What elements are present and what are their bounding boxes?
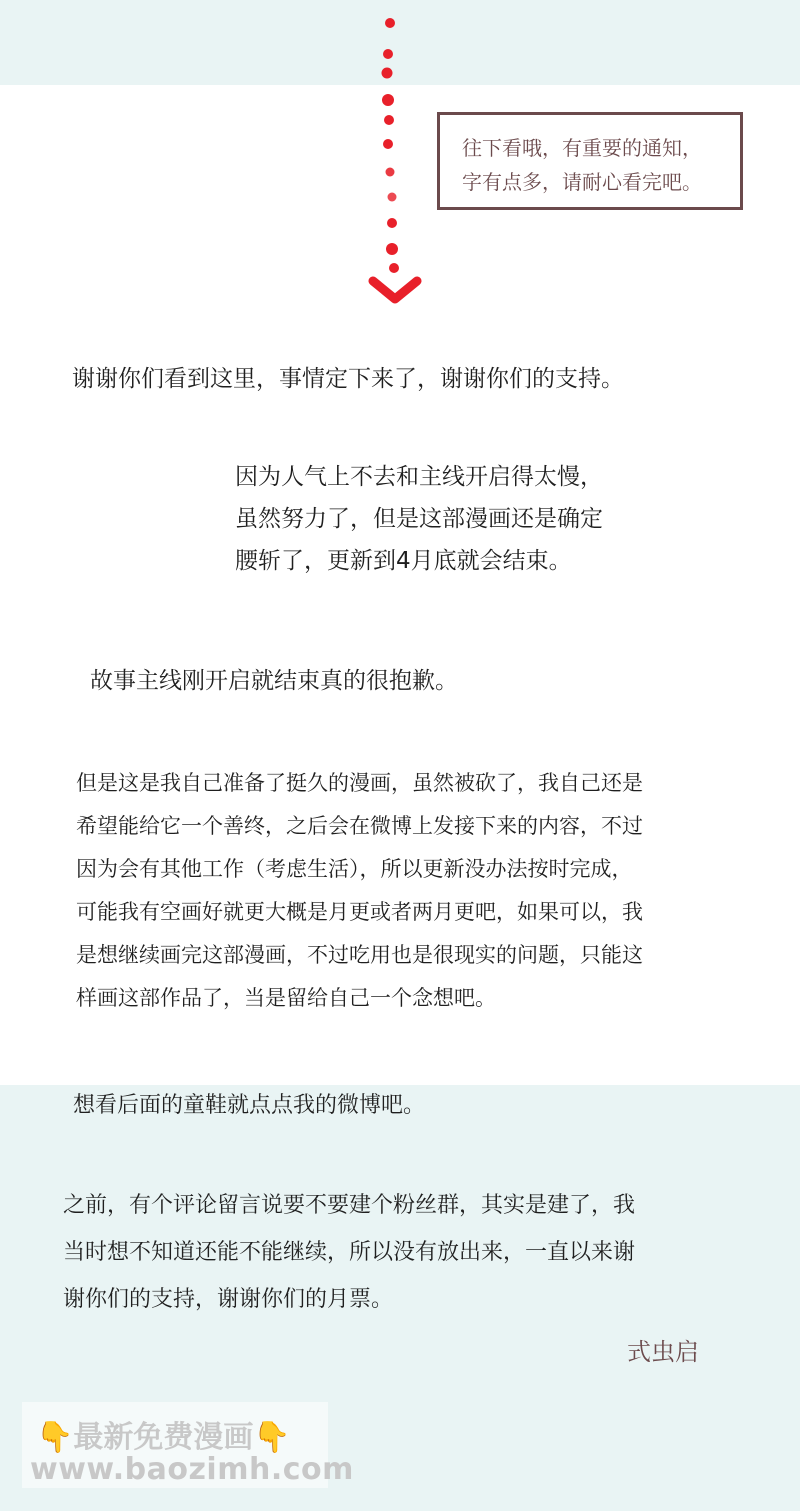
- pointing-down-hand-icon: 👇: [253, 1420, 291, 1455]
- notice-box: [437, 112, 743, 210]
- author-signature: 式虫启: [627, 1338, 699, 1366]
- fans-line-3: 谢你们的支持，谢谢你们的月票。: [63, 1287, 394, 1312]
- thanks-paragraph: 谢谢你们看到这里，事情定下来了，谢谢你们的支持。: [72, 366, 624, 392]
- plan-line-5: 是想继续画完这部漫画，不过吃用也是很现实的问题，只能这: [76, 943, 643, 967]
- fans-line-2: 当时想不知道还能不能继续，所以没有放出来，一直以来谢: [63, 1240, 636, 1265]
- plan-line-1: 但是这是我自己准备了挺久的漫画，虽然被砍了，我自己还是: [76, 771, 643, 795]
- fans-paragraph: [63, 1182, 635, 1323]
- watermark-title: [36, 1412, 291, 1456]
- reason-line-3: 腰斩了，更新到4月底就会结束。: [235, 548, 572, 574]
- plan-line-2: 希望能给它一个善终，之后会在微博上发接下来的内容，不过: [76, 814, 643, 838]
- reason-line-1: 因为人气上不去和主线开启得太慢，: [235, 464, 603, 490]
- watermark-url[interactable]: www.baozimh.com: [30, 1452, 354, 1487]
- reason-line-2: 虽然努力了，但是这部漫画还是确定: [235, 506, 603, 532]
- notice-line-1: 往下看哦，有重要的通知，: [462, 136, 702, 160]
- notice-line-2: 字有点多，请耐心看完吧。: [462, 170, 702, 194]
- watermark-title-text: 最新免费漫画: [73, 1420, 254, 1455]
- apology-paragraph: 故事主线刚开启就结束真的很抱歉。: [90, 668, 458, 694]
- plan-paragraph: [76, 762, 643, 1020]
- weibo-paragraph: 想看后面的童鞋就点点我的微博吧。: [73, 1093, 426, 1118]
- plan-line-6: 样画这部作品了，当是留给自己一个念想吧。: [76, 986, 496, 1010]
- reason-paragraph: [235, 456, 603, 582]
- fans-line-1: 之前，有个评论留言说要不要建个粉丝群，其实是建了，我: [63, 1193, 636, 1218]
- pointing-down-hand-icon: 👇: [36, 1420, 74, 1455]
- plan-line-3: 因为会有其他工作（考虑生活），所以更新没办法按时完成，: [76, 857, 633, 881]
- plan-line-4: 可能我有空画好就更大概是月更或者两月更吧，如果可以，我: [76, 900, 643, 924]
